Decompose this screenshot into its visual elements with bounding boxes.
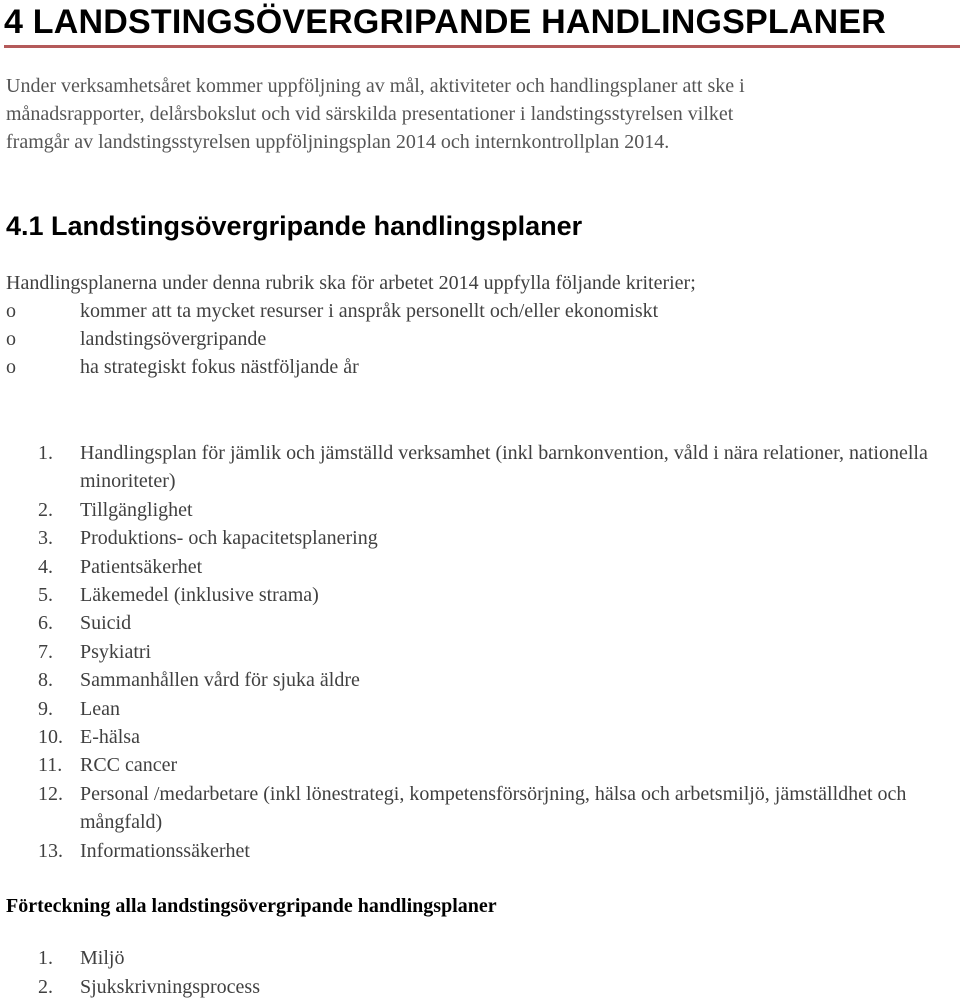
item-number: 2. — [38, 498, 53, 521]
heading-underline — [4, 45, 960, 48]
list-item — [38, 944, 938, 973]
list-item — [38, 553, 948, 581]
section-heading: 4.1 Landstingsövergripande handlingsplaner — [6, 211, 583, 241]
list-item — [38, 638, 948, 666]
item-text: Läkemedel (inklusive strama) — [80, 584, 319, 607]
criteria-item — [6, 297, 946, 325]
plans-list — [38, 439, 948, 865]
list-item — [38, 780, 948, 837]
list-item — [38, 837, 948, 865]
item-text: Sammanhållen vård för sjuka äldre — [80, 669, 360, 692]
item-text: Suicid — [80, 612, 132, 635]
all-plans-list — [38, 944, 938, 1002]
criteria-item — [6, 353, 946, 381]
list-item — [38, 695, 948, 723]
list-item — [38, 496, 948, 524]
intro-line: framgår av landstingsstyrelsen uppföljningsplan 2014 och internkontrollplan 2014. — [6, 131, 670, 153]
list-item — [38, 581, 948, 609]
item-text: Informationssäkerhet — [80, 839, 250, 862]
bullet-marker: o — [6, 300, 16, 322]
item-number: 8. — [38, 669, 53, 692]
list-item — [38, 973, 938, 1002]
list-item — [38, 723, 948, 751]
intro-line: månadsrapporter, delårsbokslut och vid särskilda presentationer i landstingsstyrelsen vilket — [6, 103, 734, 125]
criteria-text: kommer att ta mycket resurser i anspråk personellt och/eller ekonomiskt — [80, 300, 659, 322]
item-text: Produktions- och kapacitetsplanering — [80, 527, 378, 550]
item-number: 12. — [38, 782, 63, 805]
list-item — [38, 666, 948, 694]
item-text: Sjukskrivningsprocess — [80, 976, 260, 998]
criteria-text: ha strategiskt fokus nästföljande år — [80, 356, 359, 378]
item-text: Lean — [80, 697, 120, 720]
bullet-marker: o — [6, 356, 16, 378]
criteria-intro: Handlingsplanerna under denna rubrik ska för arbetet 2014 uppfylla följande kriterier; — [6, 272, 696, 294]
item-text: Patientsäkerhet — [80, 555, 203, 578]
list-item — [38, 439, 948, 496]
item-number: 4. — [38, 555, 53, 578]
item-number: 9. — [38, 697, 53, 720]
list-item — [38, 609, 948, 637]
item-text: E-hälsa — [80, 726, 140, 749]
criteria-list — [6, 297, 946, 381]
list-item — [38, 751, 948, 779]
item-number: 3. — [38, 527, 53, 550]
intro-line: Under verksamhetsåret kommer uppföljning av mål, aktiviteter och handlingsplaner att ske i — [6, 75, 745, 97]
subsection-heading: Förteckning alla landstingsövergripande handlingsplaner — [6, 895, 497, 917]
item-number: 1. — [38, 947, 53, 969]
item-number: 2. — [38, 976, 53, 998]
item-text: Miljö — [80, 947, 125, 969]
list-item — [38, 524, 948, 552]
item-number: 5. — [38, 584, 53, 607]
item-number: 1. — [38, 442, 53, 464]
criteria-text: landstingsövergripande — [80, 328, 267, 350]
criteria-item — [6, 325, 946, 353]
item-number: 6. — [38, 612, 53, 635]
chapter-heading: 4 LANDSTINGSÖVERGRIPANDE HANDLINGSPLANER — [4, 3, 886, 41]
item-text: RCC cancer — [80, 754, 178, 777]
item-number: 10. — [38, 726, 63, 749]
item-text: Handlingsplan för jämlik och jämställd verksamhet (inkl barnkonvention, våld i nära relationer, nationella minoriteter) — [80, 442, 928, 493]
item-number: 11. — [38, 754, 63, 777]
intro-paragraph — [6, 72, 951, 156]
bullet-marker: o — [6, 328, 16, 350]
item-text: Tillgänglighet — [80, 498, 193, 521]
item-text: Psykiatri — [80, 640, 152, 663]
item-number: 13. — [38, 839, 63, 862]
item-number: 7. — [38, 640, 53, 663]
item-text: Personal /medarbetare (inkl lönestrategi, kompetensförsörjning, hälsa och arbetsmiljö, jämställdhet och mångfald) — [80, 782, 907, 834]
